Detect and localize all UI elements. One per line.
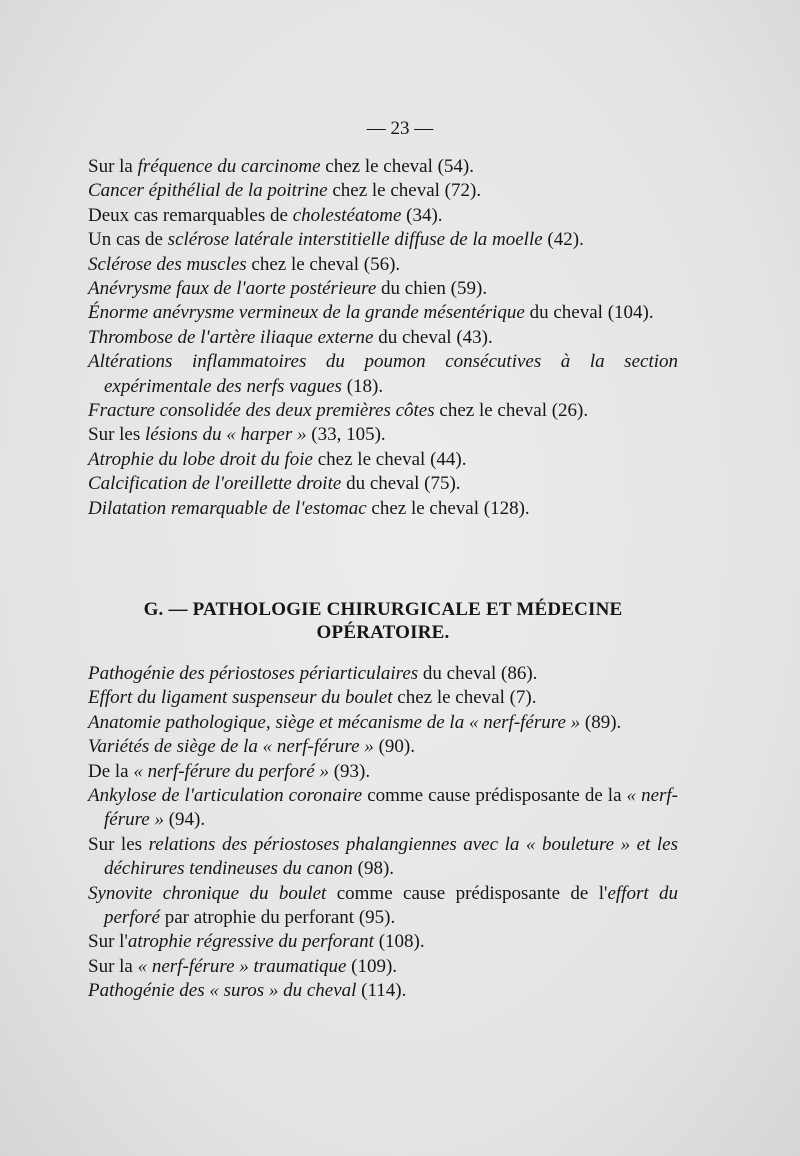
list-item: Sclérose des muscles chez le cheval (56). — [88, 253, 401, 275]
list-item: Cancer épithélial de la poitrine chez le cheval (72). — [88, 180, 482, 202]
list-item: Altérations inflammatoires du poumon consécutives à la section expérimentale des nerfs vagues (18). — [88, 351, 678, 397]
list-item: Calcification de l'oreillette droite du cheval (75). — [88, 473, 461, 495]
list-item: Un cas de sclérose latérale interstitielle diffuse de la moelle (42). — [88, 229, 584, 251]
list-item: Pathogénie des périostoses périarticulaires du cheval (86). — [88, 663, 538, 684]
section-anatomie-pathologique-list — [88, 155, 678, 521]
page-number: — 23 — — [366, 118, 434, 139]
list-item: Sur la « nerf-férure » traumatique (109). — [88, 955, 398, 977]
list-item: Sur les relations des périostoses phalangiennes avec la « bouleture » et les déchirures tendineuses du canon (98). — [88, 833, 679, 880]
list-item: Synovite chronique du boulet comme cause prédisposante de l'effort du perforé par atrophie du perforant (95). — [88, 882, 678, 929]
list-item: De la « nerf-férure du perforé » (93). — [88, 760, 371, 782]
list-item: Énorme anévrysme vermineux de la grande mésentérique du cheval (104). — [88, 302, 654, 324]
section-heading: G. — PATHOLOGIE CHIRURGICALE ET MÉDECINE OPÉRATOIRE. — [143, 599, 623, 643]
list-item: Atrophie du lobe droit du foie chez le cheval (44). — [88, 448, 467, 470]
list-item: Sur l'atrophie régressive du perforant (108). — [88, 931, 425, 953]
list-item: Sur la fréquence du carcinome chez le cheval (54). — [88, 156, 475, 177]
list-item: Fracture consolidée des deux premières côtes chez le cheval (26). — [88, 400, 589, 422]
list-item: Anévrysme faux de l'aorte postérieure du chien (59). — [88, 278, 488, 300]
list-item: Anatomie pathologique, siège et mécanisme de la « nerf-férure » (89). — [88, 711, 622, 733]
list-item: Variétés de siège de la « nerf-férure » (90). — [88, 736, 415, 758]
section-pathologie-chirurgicale — [88, 598, 678, 1004]
list-item: Ankylose de l'articulation coronaire comme cause prédisposante de la « nerf-férure » (94). — [88, 785, 679, 831]
list-item: Dilatation remarquable de l'estomac chez le cheval (128). — [88, 497, 530, 519]
list-item: Sur les lésions du « harper » (33, 105). — [88, 424, 386, 446]
list-item: Deux cas remarquables de cholestéatome (34). — [88, 204, 443, 226]
list-item: Pathogénie des « suros » du cheval (114). — [88, 980, 407, 1002]
list-item: Effort du ligament suspenseur du boulet chez le cheval (7). — [88, 687, 537, 709]
list-item: Thrombose de l'artère iliaque externe du cheval (43). — [88, 326, 493, 348]
